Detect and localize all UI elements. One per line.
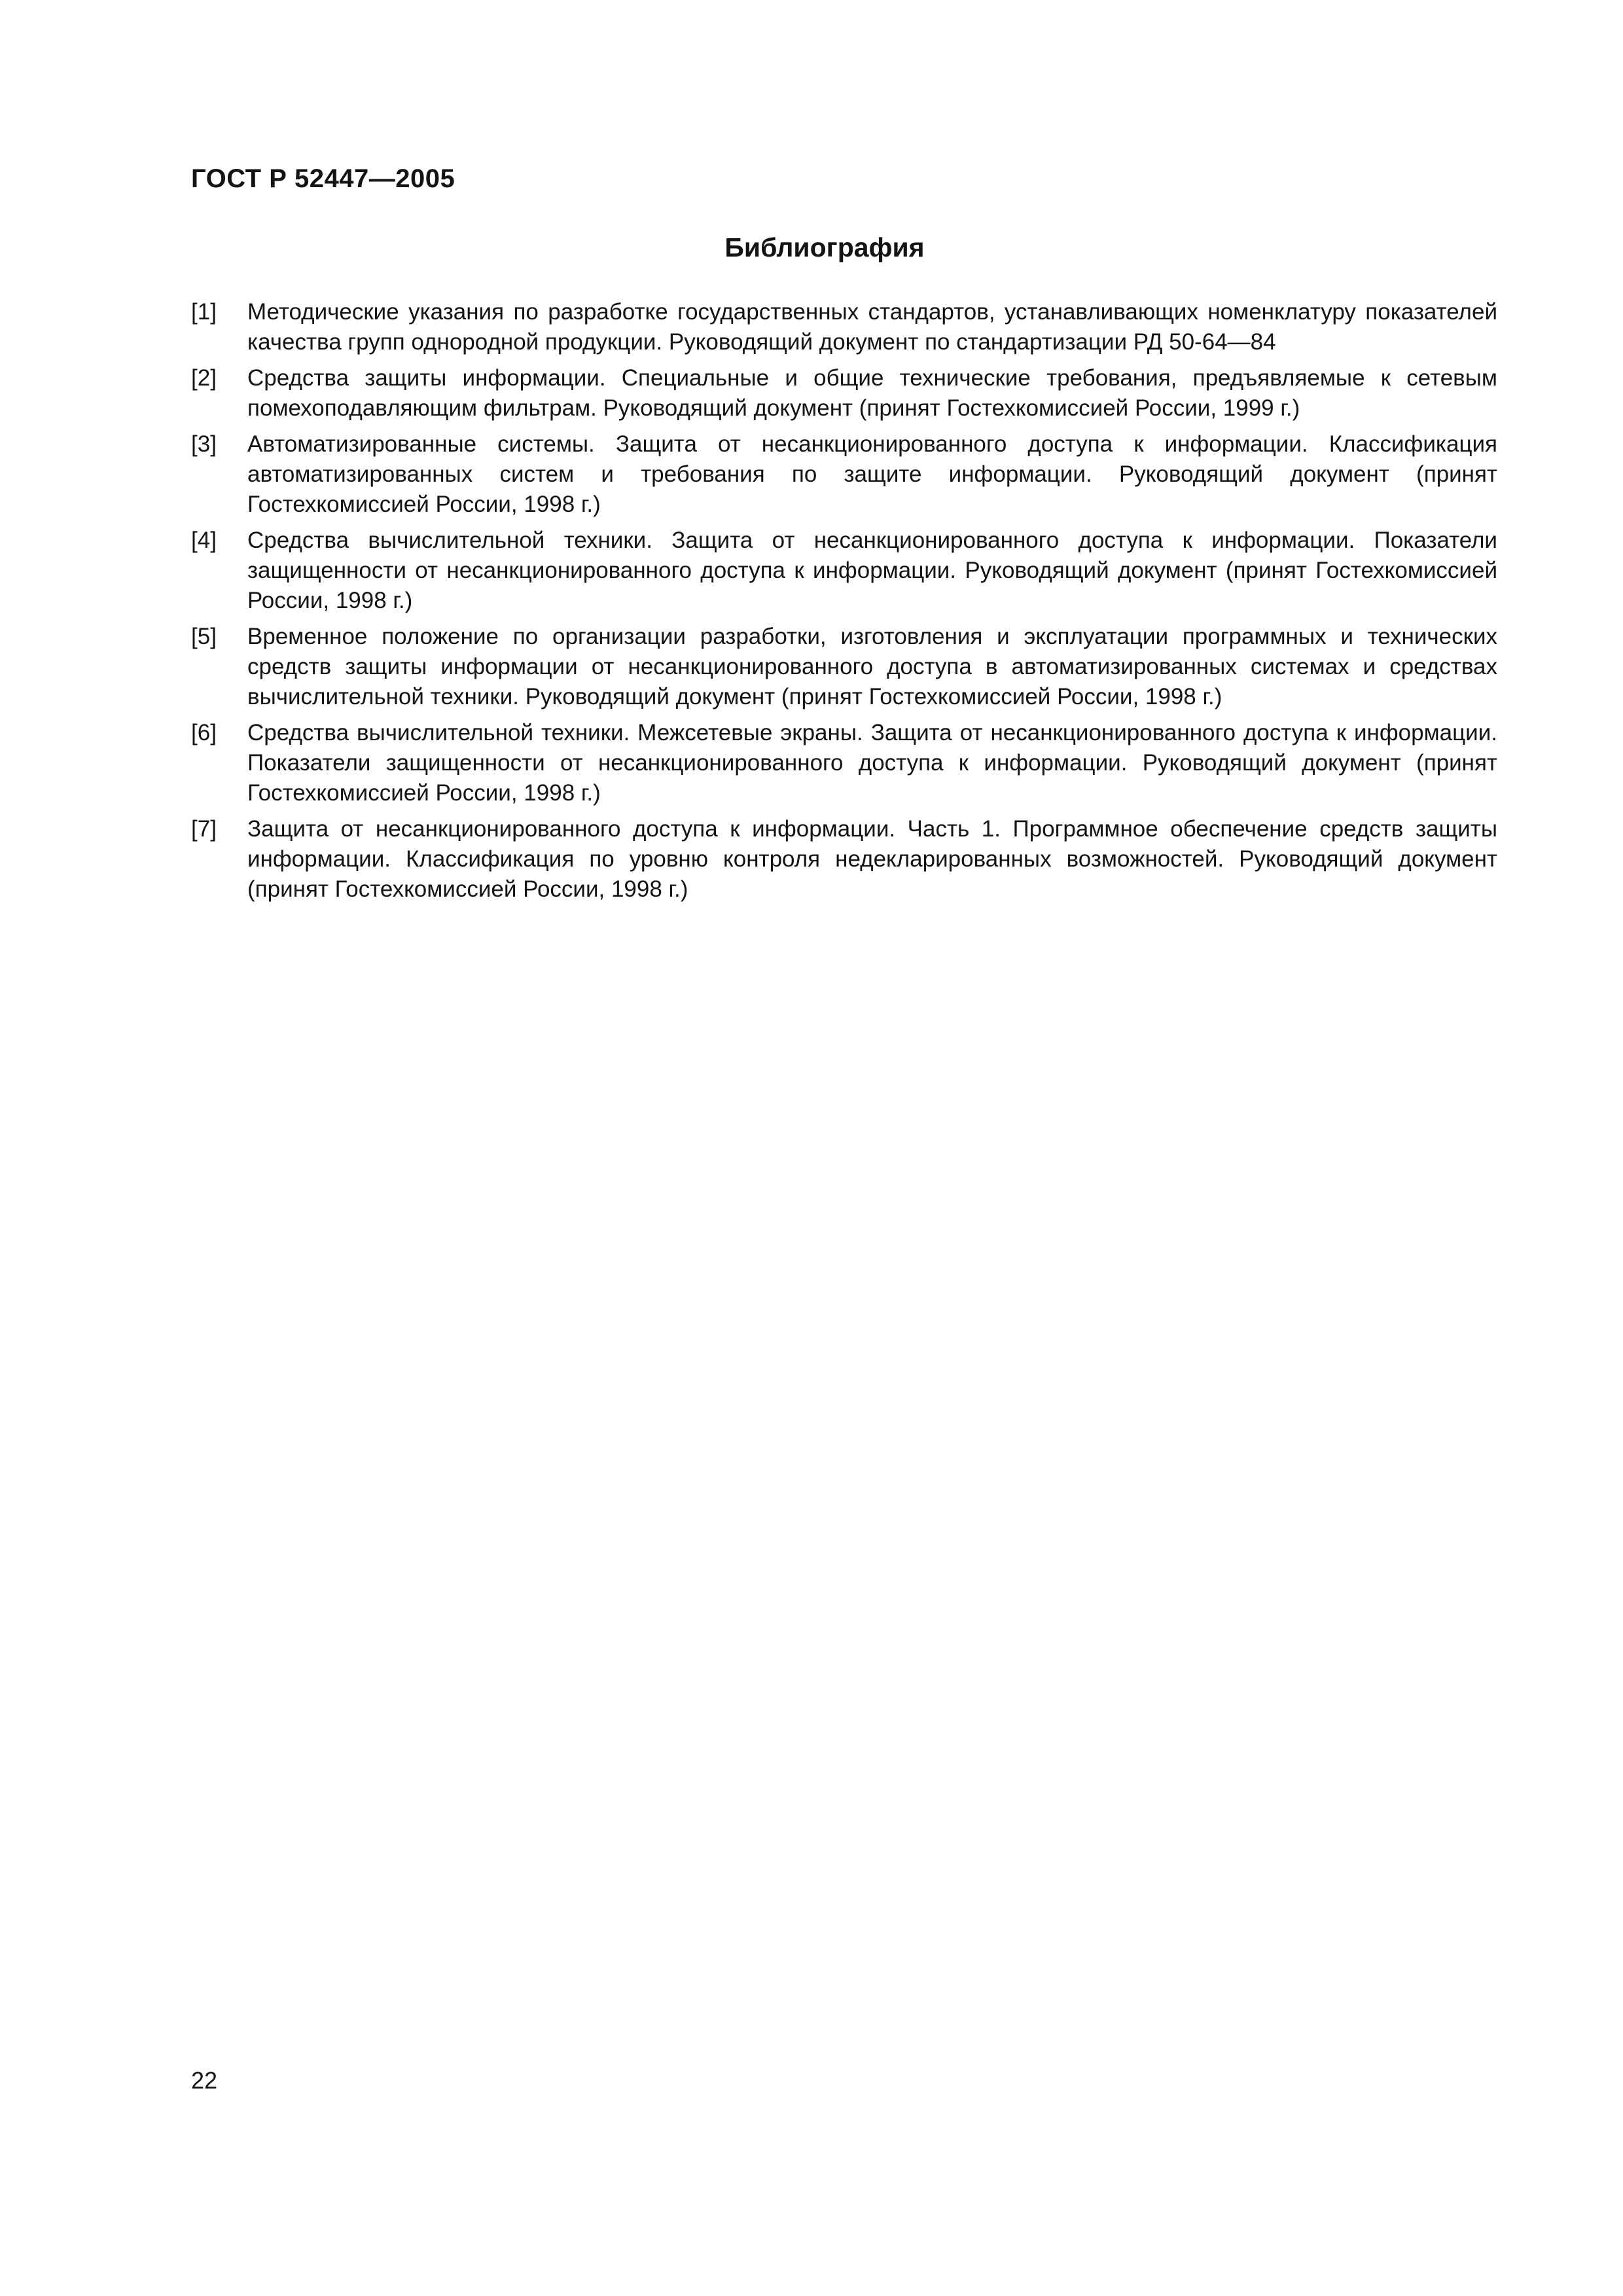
document-code: ГОСТ Р 52447—2005 xyxy=(191,164,455,193)
reference-number: [6] xyxy=(191,720,217,745)
reference-text: Автоматизированные системы. Защита от несанкционированного доступа к информации. Классификация автоматизированных систем и требования по защите информации. Руководящий документ (принят Гостехкомиссией России, 1998 г.) xyxy=(247,431,1497,517)
bibliography-item-1 xyxy=(191,297,1497,357)
bibliography-item-2 xyxy=(191,363,1497,423)
bibliography-item-6 xyxy=(191,718,1497,808)
reference-number: [7] xyxy=(191,816,217,842)
bibliography-item-5 xyxy=(191,622,1497,712)
reference-number: [3] xyxy=(191,431,217,457)
bibliography-list xyxy=(191,297,1497,910)
reference-number: [5] xyxy=(191,624,217,649)
reference-number: [2] xyxy=(191,365,217,391)
reference-text: Методические указания по разработке государственных стандартов, устанавливающих номенклатуру показателей качества групп однородной продукции. Руководящий документ по стандартизации РД 50-64—84 xyxy=(247,299,1497,355)
reference-text: Временное положение по организации разработки, изготовления и эксплуатации программных и технических средств защиты информации от несанкционированного доступа в автоматизированных системах и средствах вычислительной техники. Руководящий документ (принят Гостехкомиссией России, 1998 г.) xyxy=(247,624,1497,709)
reference-text: Защита от несанкционированного доступа к информации. Часть 1. Программное обеспечение средств защиты информации. Классификация по уровню контроля недекларированных возможностей. Руководящий документ (принят Гостехкомиссией России, 1998 г.) xyxy=(247,816,1497,902)
section-title: Библиография xyxy=(724,232,925,262)
reference-text: Средства вычислительной техники. Защита от несанкционированного доступа к информации. Показатели защищенности от несанкционированного доступа к информации. Руководящий документ (принят Гостехкомиссией России, 1998 г.) xyxy=(247,528,1497,613)
bibliography-item-3 xyxy=(191,429,1497,520)
page-number: 22 xyxy=(191,2067,218,2094)
bibliography-item-7 xyxy=(191,814,1497,905)
reference-number: [4] xyxy=(191,528,217,553)
reference-text: Средства вычислительной техники. Межсетевые экраны. Защита от несанкционированного доступа к информации. Показатели защищенности от несанкционированного доступа к информации. Руководящий документ (принят Гостехкомиссией России, 1998 г.) xyxy=(247,720,1497,806)
reference-text: Средства защиты информации. Специальные и общие технические требования, предъявляемые к сетевым помехоподавляющим фильтрам. Руководящий документ (принят Гостехкомиссией России, 1999 г.) xyxy=(247,365,1497,421)
reference-number: [1] xyxy=(191,299,217,325)
bibliography-item-4 xyxy=(191,526,1497,616)
